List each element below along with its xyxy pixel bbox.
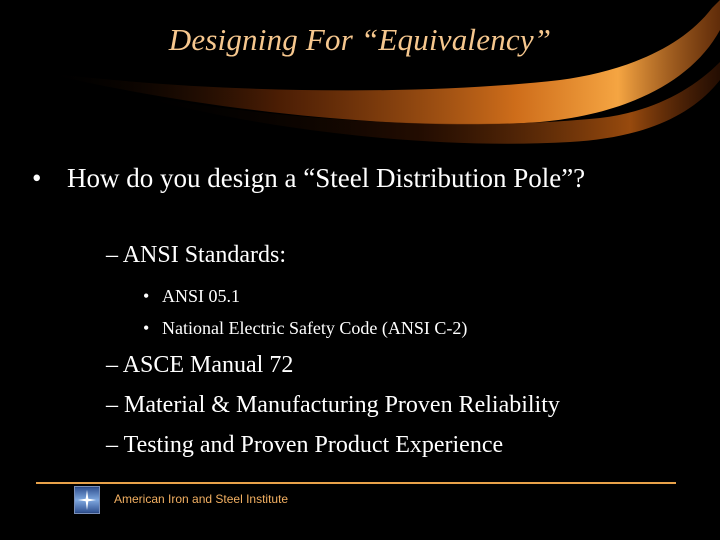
sub-point	[106, 392, 560, 419]
sub-point-text: Material & Manufacturing Proven Reliability	[124, 392, 560, 418]
sub-point	[106, 352, 293, 379]
dash-icon: –	[106, 242, 118, 268]
slide-title: Designing For “Equivalency”	[168, 22, 552, 57]
dash-icon: –	[106, 352, 118, 378]
sub-point-text: ASCE Manual 72	[122, 352, 294, 378]
sub-point-text: ANSI Standards:	[122, 242, 287, 268]
sub-point-text: Testing and Proven Product Experience	[123, 432, 504, 458]
sub-point	[106, 432, 503, 459]
bullet-icon: •	[143, 286, 150, 306]
dash-icon: –	[106, 392, 118, 418]
dash-icon: –	[106, 432, 118, 458]
sub-sub-point-text: National Electric Safety Code (ANSI C-2)	[162, 318, 468, 338]
bullet-text: How do you design a “Steel Distribution Pole”?	[67, 163, 586, 193]
aisi-star-logo-icon	[74, 486, 100, 514]
footer-divider	[36, 482, 676, 484]
bullet-icon: •	[32, 163, 42, 193]
bullet-icon: •	[143, 318, 150, 338]
sub-sub-point-text: ANSI 05.1	[162, 286, 241, 306]
sub-point	[106, 242, 286, 269]
footer-organization: American Iron and Steel Institute	[114, 492, 289, 506]
